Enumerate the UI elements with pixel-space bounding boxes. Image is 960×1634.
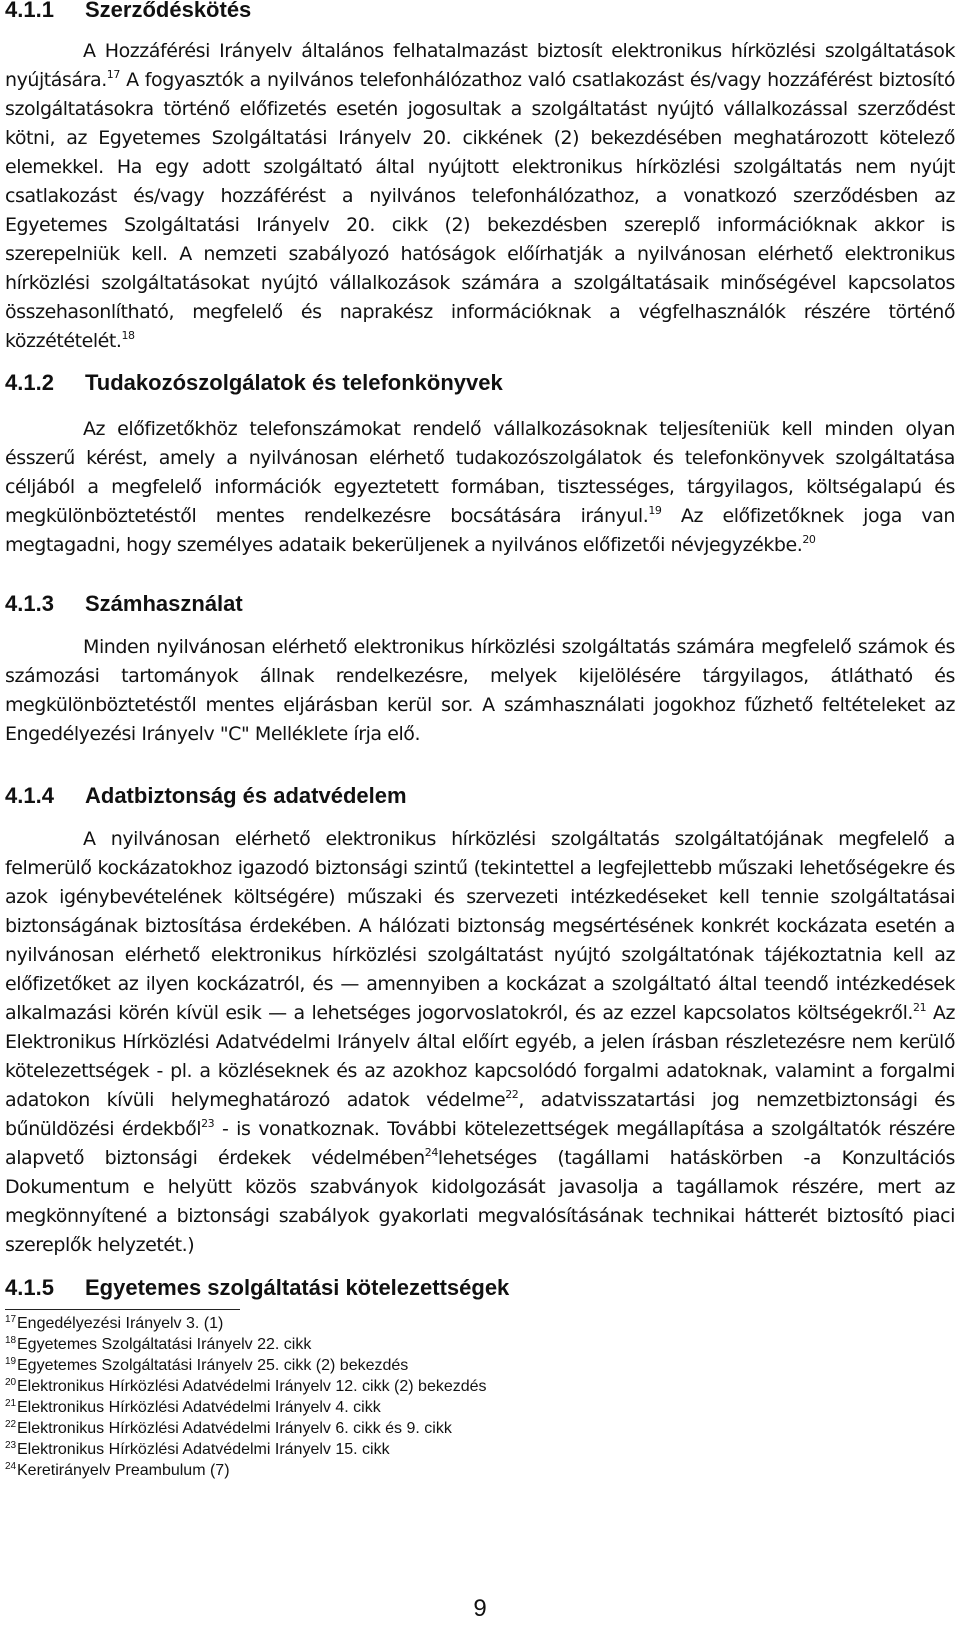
paragraph-text: lehetséges (tagállami hatáskörben -a Konzultációs Dokumentum e helyütt közös szabványok kidolgozását javasolja a tagállamok részére, mert az megkönnyítené a biztonsági szabályok gyakorlati megvalósításának technikai hátterét biztosító piaci szereplők helyzetét.) bbox=[5, 1147, 955, 1256]
footnote-text: Egyetemes Szolgáltatási Irányelv 25. cikk (2) bekezdés bbox=[17, 1357, 409, 1374]
document-page bbox=[5, 0, 955, 1481]
section-paragraph bbox=[5, 633, 955, 749]
footnote: 21Elektronikus Hírközlési Adatvédelmi Irányelv 4. cikk bbox=[5, 1398, 381, 1416]
paragraph-text: - is vonatkoznak. További kötelezettségek megállapítása a szolgáltatók részére alapvető biztonsági érdekek védelmében bbox=[5, 1118, 955, 1169]
paragraph-text: Az előfizetőknek joga van megtagadni, hogy személyes adataik bekerüljenek a nyilvános előfizetői névjegyzékbe. bbox=[5, 505, 955, 556]
footnote: 23Elektronikus Hírközlési Adatvédelmi Irányelv 15. cikk bbox=[5, 1440, 390, 1458]
paragraph-text: Minden nyilvánosan elérhető elektronikus hírközlési szolgáltatás számára megfelelő számok és számozási tartományok állnak rendelkezésre, melyek kijelölésére tárgyilagos, átlátható és megkülönböztetéstől mentes eljárásban kerül sor. A számhasználati jogokhoz fűzhető feltételeket az Engedélyezési Irányelv "C" Melléklete írja elő. bbox=[5, 636, 955, 745]
footnote-ref[interactable]: 18 bbox=[121, 329, 135, 342]
section-number: 4.1.3 bbox=[5, 591, 54, 616]
paragraph-text: A Hozzáférési Irányelv általános felhatalmazást biztosít elektronikus hírközlési szolgáltatások nyújtására. bbox=[5, 40, 955, 91]
section-heading bbox=[5, 1275, 955, 1301]
footnote-text: Elektronikus Hírközlési Adatvédelmi Irányelv 12. cikk (2) bekezdés bbox=[17, 1378, 487, 1395]
section-number: 4.1.1 bbox=[5, 0, 54, 22]
section-paragraph bbox=[5, 415, 955, 560]
section-title: Tudakozószolgálatok és telefonkönyvek bbox=[85, 370, 503, 395]
section-number: 4.1.5 bbox=[5, 1275, 54, 1300]
paragraph-text: Az előfizetőkhöz telefonszámokat rendelő vállalkozásoknak teljesíteniük kell minden olyan ésszerű kérést, amely a nyilvánosan elérhető tudakozószolgálatok és telefonkönyvek szolgáltatása céljából a megfelelő információk egyeztetett formában, tisztességes, tárgyilagos, költségalapú és megkülönböztetéstől mentes rendelkezésre bocsátására irányul. bbox=[5, 418, 955, 527]
page-number: 9 bbox=[473, 1595, 487, 1622]
footnote-text: Elektronikus Hírközlési Adatvédelmi Irányelv 6. cikk és 9. cikk bbox=[17, 1420, 452, 1437]
section-title: Számhasználat bbox=[85, 591, 243, 616]
footnote: 19Egyetemes Szolgáltatási Irányelv 25. cikk (2) bekezdés bbox=[5, 1356, 409, 1374]
section-title: Egyetemes szolgáltatási kötelezettségek bbox=[85, 1275, 510, 1300]
section-paragraph bbox=[5, 37, 955, 356]
section-number: 4.1.2 bbox=[5, 370, 54, 395]
footnote: 17Engedélyezési Irányelv 3. (1) bbox=[5, 1314, 224, 1332]
footnote: 22Elektronikus Hírközlési Adatvédelmi Irányelv 6. cikk és 9. cikk bbox=[5, 1419, 452, 1437]
section-heading bbox=[5, 0, 955, 23]
footnote-ref[interactable]: 21 bbox=[913, 1001, 927, 1014]
footnote-text: Elektronikus Hírközlési Adatvédelmi Irányelv 4. cikk bbox=[17, 1399, 381, 1416]
footnote-text: Egyetemes Szolgáltatási Irányelv 22. cikk bbox=[17, 1336, 312, 1353]
footnotes bbox=[5, 1313, 955, 1481]
paragraph-text: A nyilvánosan elérhető elektronikus hírközlési szolgáltatás szolgáltatójának megfelelő a felmerülő kockázatokhoz igazodó biztonsági szintű (tekintettel a legfejlettebb műszaki lehetőségekre és azok igénybevételének költségére) műszaki és szervezeti intézkedéseket kell tennie szolgáltatásai biztonságának biztosítása érdekében. A hálózati biztonság megsértésének konkrét kockázata esetén a nyilvánosan elérhető elektronikus hírközlési szolgáltatást nyújtó szolgáltatónak tájékoztatnia kell az előfizetőket az ilyen kockázatról, és — amennyiben a kockázat a szolgáltató által teendő intézkedések alkalmazási körén kívül esik — a lehetséges jogorvoslatokról, és az ezzel kapcsolatos költségekről. bbox=[5, 828, 955, 1024]
footnote-ref[interactable]: 20 bbox=[802, 533, 816, 546]
section-paragraph bbox=[5, 825, 955, 1260]
section-heading bbox=[5, 783, 955, 809]
footnote-text: Elektronikus Hírközlési Adatvédelmi Irányelv 15. cikk bbox=[17, 1441, 390, 1458]
footnote: 24Keretirányelv Preambulum (7) bbox=[5, 1461, 230, 1479]
footnote-text: Engedélyezési Irányelv 3. (1) bbox=[17, 1315, 224, 1332]
paragraph-text: Az Elektronikus Hírközlési Adatvédelmi Irányelv által előírt egyéb, a jelen írásban részletezésre nem kerülő kötelezettségek - pl. a közléseknek és az azokhoz kapcsolódó forgalmi adatoknak, valamint a forgalmi adatokon kívüli helymeghatározó adatok védelme bbox=[5, 1002, 955, 1111]
section-number: 4.1.4 bbox=[5, 783, 54, 808]
footnote-ref[interactable]: 22 bbox=[505, 1088, 519, 1101]
footnote-ref[interactable]: 24 bbox=[424, 1146, 438, 1159]
footnote-ref[interactable]: 17 bbox=[106, 68, 120, 81]
section-title: Adatbiztonság és adatvédelem bbox=[85, 783, 407, 808]
footnote: 20Elektronikus Hírközlési Adatvédelmi Irányelv 12. cikk (2) bekezdés bbox=[5, 1377, 487, 1395]
paragraph-text: A fogyasztók a nyilvános telefonhálózathoz való csatlakozást és/vagy hozzáférést biztosító szolgáltatásokra történő előfizetés esetén jogosultak a szolgáltatást nyújtó vállalkozással szerződést kötni, az Egyetemes Szolgáltatási Irányelv 20. cikkének (2) bekezdésében meghatározott kötelező elemekkel. Ha egy adott szolgáltató által nyújtott elektronikus hírközlési szolgáltatás nem nyújt csatlakozást és/vagy hozzáférést a nyilvános telefonhálózathoz, a vonatkozó szerződésben az Egyetemes Szolgáltatási Irányelv 20. cikk (2) bekezdésben szereplő információknak akkor is szerepelniük kell. A nemzeti szabályozó hatóságok előírhatják a nyilvánosan elérhető elektronikus hírközlési szolgáltatásokat nyújtó vállalkozások számára a szolgáltatásaik minőségével kapcsolatos összehasonlítható, megfelelő és naprakész információknak a végfelhasználók részére történő közzétételét. bbox=[5, 69, 955, 352]
footnote: 18Egyetemes Szolgáltatási Irányelv 22. cikk bbox=[5, 1335, 312, 1353]
section-heading bbox=[5, 591, 955, 617]
footnote-ref[interactable]: 19 bbox=[648, 504, 662, 517]
footnote-divider bbox=[5, 1309, 240, 1310]
section-title: Szerződéskötés bbox=[85, 0, 252, 22]
paragraph-text: , adatvisszatartási jog nemzetbiztonsági és bűnüldözési érdekből bbox=[5, 1089, 955, 1140]
footnote-text: Keretirányelv Preambulum (7) bbox=[17, 1462, 230, 1479]
section-heading bbox=[5, 370, 955, 396]
footnote-ref[interactable]: 23 bbox=[201, 1117, 215, 1130]
